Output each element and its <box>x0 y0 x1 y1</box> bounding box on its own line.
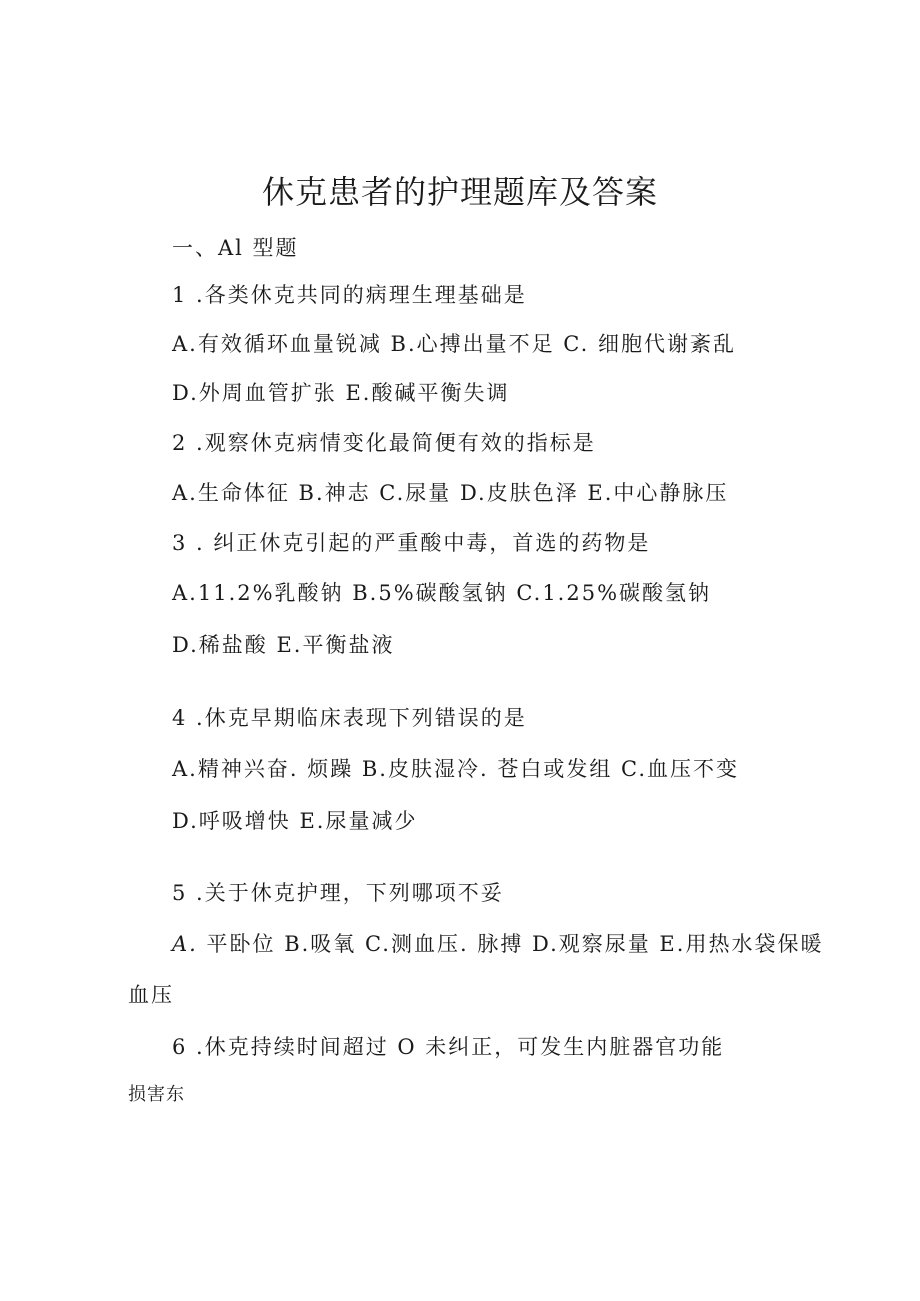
question-5-options-text: 平卧位 B.吸氧 C.测血压. 脉搏 D.观察尿量 E.用热水袋保暖 <box>197 932 824 956</box>
question-6-trailing-text: 损害东 <box>128 1084 185 1105</box>
question-1-options-line-2: D.外周血管扩张 E.酸碱平衡失调 <box>172 381 510 405</box>
question-3-options-line-2: D.稀盐酸 E.平衡盐液 <box>172 633 395 657</box>
question-4-options-line-1: A.精神兴奋. 烦躁 B.皮肤湿冷. 苍白或发组 C.血压不变 <box>172 757 739 781</box>
question-5-options-line-1 <box>172 929 823 959</box>
question-2-stem: 2 .观察休克病情变化最简便有效的指标是 <box>172 431 596 455</box>
question-6-stem: 6 .休克持续时间超过 O 未纠正，可发生内脏器官功能 <box>172 1035 725 1059</box>
question-1-options-line-1: A.有效循环血量锐减 B.心搏出量不足 C. 细胞代谢紊乱 <box>172 332 736 356</box>
question-4-options-line-2: D.呼吸增快 E.尿量减少 <box>172 809 418 833</box>
question-3-stem: 3 . 纠正休克引起的严重酸中毒，首选的药物是 <box>172 531 651 555</box>
question-2-options-line-1: A.生命体征 B.神志 C.尿量 D.皮肤色泽 E.中心静脉压 <box>172 481 729 505</box>
question-5-options-wrap: 血压 <box>128 983 174 1007</box>
question-3-options-line-1: A.11.2%乳酸钠 B.5%碳酸氢钠 C.1.25%碳酸氢钠 <box>172 581 712 605</box>
question-4-stem: 4 .休克早期临床表现下列错误的是 <box>172 706 527 730</box>
section-heading: 一、Al 型题 <box>172 236 299 260</box>
question-5-option-a-letter: A. <box>172 932 198 956</box>
question-5-stem: 5 .关于休克护理，下列哪项不妥 <box>172 881 504 905</box>
document-title: 休克患者的护理题库及答案 <box>261 173 658 211</box>
question-1-stem: 1 .各类休克共同的病理生理基础是 <box>172 283 527 307</box>
